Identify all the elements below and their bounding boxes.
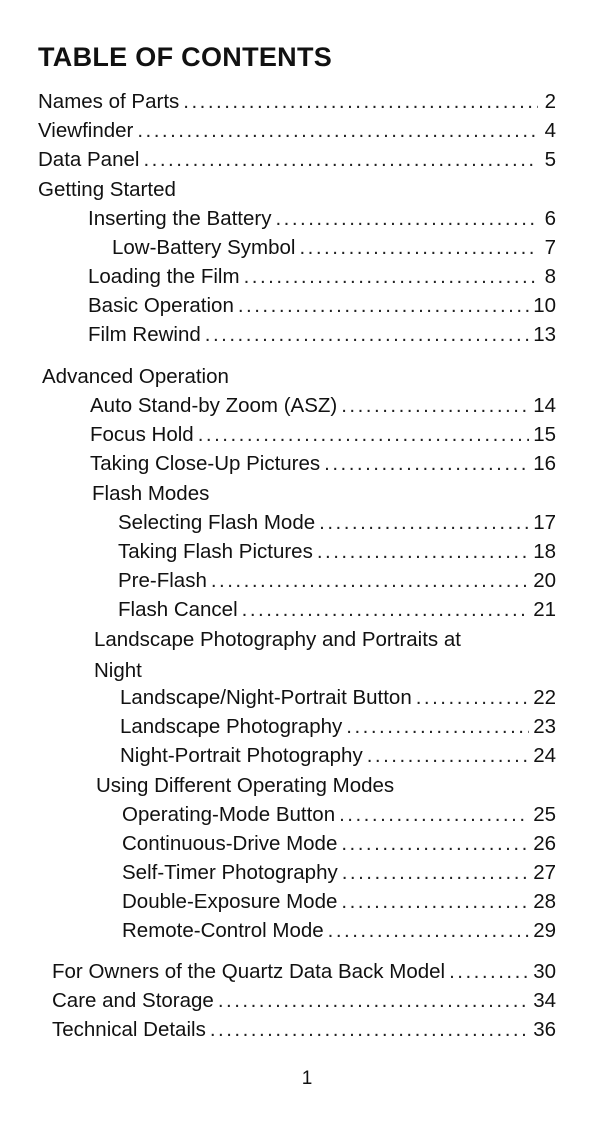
toc-section-getting-started: Getting Started — [38, 178, 176, 201]
toc-entry-landscape-night-button[interactable] — [120, 684, 556, 712]
toc-entry-close-up-pictures[interactable] — [90, 450, 556, 478]
entry-label: Names of Parts — [38, 90, 180, 113]
toc-entry-flash-cancel[interactable] — [118, 596, 556, 624]
dot-leader — [143, 146, 538, 174]
toc-section-advanced-operation: Advanced Operation — [42, 365, 229, 388]
entry-page: 15 — [533, 423, 556, 446]
toc-entry-pre-flash[interactable] — [118, 567, 556, 595]
entry-label: Selecting Flash Mode — [118, 511, 316, 534]
entry-label: Remote-Control Mode — [122, 919, 324, 942]
entry-label: Self-Timer Photography — [122, 861, 338, 884]
toc-entry-inserting-battery[interactable] — [88, 205, 556, 233]
entry-label: Continuous-Drive Mode — [122, 832, 338, 855]
dot-leader — [238, 292, 529, 320]
dot-leader — [416, 684, 529, 712]
entry-page: 10 — [533, 294, 556, 317]
dot-leader — [211, 567, 529, 595]
entry-label: Data Panel — [38, 148, 140, 171]
entry-page: 34 — [533, 989, 556, 1012]
toc-entry-night-portrait-photography[interactable] — [120, 742, 556, 770]
entry-page: 30 — [533, 960, 556, 983]
dot-leader — [341, 392, 529, 420]
entry-page: 23 — [533, 715, 556, 738]
entry-label: Flash Cancel — [118, 598, 238, 621]
toc-entry-film-rewind[interactable] — [88, 321, 556, 349]
entry-label: Double-Exposure Mode — [122, 890, 338, 913]
dot-leader — [205, 321, 529, 349]
entry-label: Pre-Flash — [118, 569, 207, 592]
entry-label: For Owners of the Quartz Data Back Model — [52, 960, 446, 983]
entry-label: Operating-Mode Button — [122, 803, 336, 826]
dot-leader — [324, 450, 529, 478]
dot-leader — [244, 263, 538, 291]
toc-section-landscape-portraits: Landscape Photography and Portraits at — [94, 628, 461, 651]
dot-leader — [198, 421, 530, 449]
toc-entry-loading-film[interactable] — [88, 263, 556, 291]
entry-page: 27 — [533, 861, 556, 884]
toc-section-flash-modes: Flash Modes — [92, 482, 210, 505]
dot-leader — [218, 987, 529, 1015]
toc-section-operating-modes: Using Different Operating Modes — [96, 774, 395, 797]
entry-page: 18 — [533, 540, 556, 563]
toc-entry-basic-operation[interactable] — [88, 292, 556, 320]
entry-page: 4 — [544, 119, 556, 142]
dot-leader — [339, 801, 529, 829]
entry-label: Inserting the Battery — [88, 207, 272, 230]
entry-page: 16 — [533, 452, 556, 475]
entry-label: Taking Flash Pictures — [118, 540, 313, 563]
dot-leader — [367, 742, 529, 770]
toc-entry-landscape-photography[interactable] — [120, 713, 556, 741]
entry-label: Landscape/Night-Portrait Button — [120, 686, 412, 709]
toc-entry-continuous-drive-mode[interactable] — [122, 830, 556, 858]
dot-leader — [341, 888, 529, 916]
entry-page: 29 — [533, 919, 556, 942]
toc-entry-self-timer-photography[interactable] — [122, 859, 556, 887]
toc-section-landscape-portraits-cont: Night — [94, 659, 142, 682]
dot-leader — [328, 917, 530, 945]
entry-label: Auto Stand-by Zoom (ASZ) — [90, 394, 338, 417]
dot-leader — [319, 509, 529, 537]
entry-page: 28 — [533, 890, 556, 913]
toc-entry-low-battery-symbol[interactable] — [112, 234, 556, 262]
entry-page: 25 — [533, 803, 556, 826]
dot-leader — [342, 859, 529, 887]
toc-entry-selecting-flash-mode[interactable] — [118, 509, 556, 537]
entry-label: Night-Portrait Photography — [120, 744, 363, 767]
entry-label: Viewfinder — [38, 119, 134, 142]
dot-leader — [183, 88, 538, 116]
toc-entry-auto-standby-zoom[interactable] — [90, 392, 556, 420]
entry-page: 22 — [533, 686, 556, 709]
dot-leader — [299, 234, 538, 262]
toc-entry-data-panel[interactable] — [38, 146, 556, 174]
dot-leader — [317, 538, 529, 566]
page-title: TABLE OF CONTENTS — [38, 42, 333, 72]
dot-leader — [346, 713, 529, 741]
toc-entry-taking-flash-pictures[interactable] — [118, 538, 556, 566]
entry-label: Care and Storage — [52, 989, 214, 1012]
entry-page: 17 — [533, 511, 556, 534]
entry-page: 7 — [544, 236, 556, 259]
entry-page: 20 — [533, 569, 556, 592]
entry-label: Landscape Photography — [120, 715, 343, 738]
entry-page: 5 — [544, 148, 556, 171]
entry-page: 36 — [533, 1018, 556, 1041]
entry-label: Focus Hold — [90, 423, 194, 446]
dot-leader — [137, 117, 538, 145]
entry-page: 6 — [544, 207, 556, 230]
entry-page: 2 — [544, 90, 556, 113]
page-number: 1 — [301, 1068, 313, 1089]
entry-page: 14 — [533, 394, 556, 417]
entry-label: Basic Operation — [88, 294, 234, 317]
entry-label: Film Rewind — [88, 323, 201, 346]
entry-page: 26 — [533, 832, 556, 855]
dot-leader — [275, 205, 538, 233]
entry-page: 21 — [533, 598, 556, 621]
toc-entry-remote-control-mode[interactable] — [122, 917, 556, 945]
toc-entry-viewfinder[interactable] — [38, 117, 556, 145]
dot-leader — [242, 596, 530, 624]
entry-page: 24 — [533, 744, 556, 767]
toc-entry-double-exposure-mode[interactable] — [122, 888, 556, 916]
entry-page: 13 — [533, 323, 556, 346]
entry-label: Technical Details — [52, 1018, 206, 1041]
dot-leader — [210, 1016, 529, 1044]
toc-entry-care-and-storage[interactable] — [52, 987, 556, 1015]
toc-entry-quartz-data-back[interactable] — [52, 958, 556, 986]
dot-leader — [449, 958, 529, 986]
dot-leader — [341, 830, 529, 858]
toc-entry-names-of-parts[interactable] — [38, 88, 556, 116]
entry-label: Low-Battery Symbol — [112, 236, 296, 259]
toc-entry-operating-mode-button[interactable] — [122, 801, 556, 829]
toc-entry-technical-details[interactable] — [52, 1016, 556, 1044]
entry-label: Taking Close-Up Pictures — [90, 452, 321, 475]
toc-entry-focus-hold[interactable] — [90, 421, 556, 449]
entry-page: 8 — [544, 265, 556, 288]
entry-label: Loading the Film — [88, 265, 240, 288]
